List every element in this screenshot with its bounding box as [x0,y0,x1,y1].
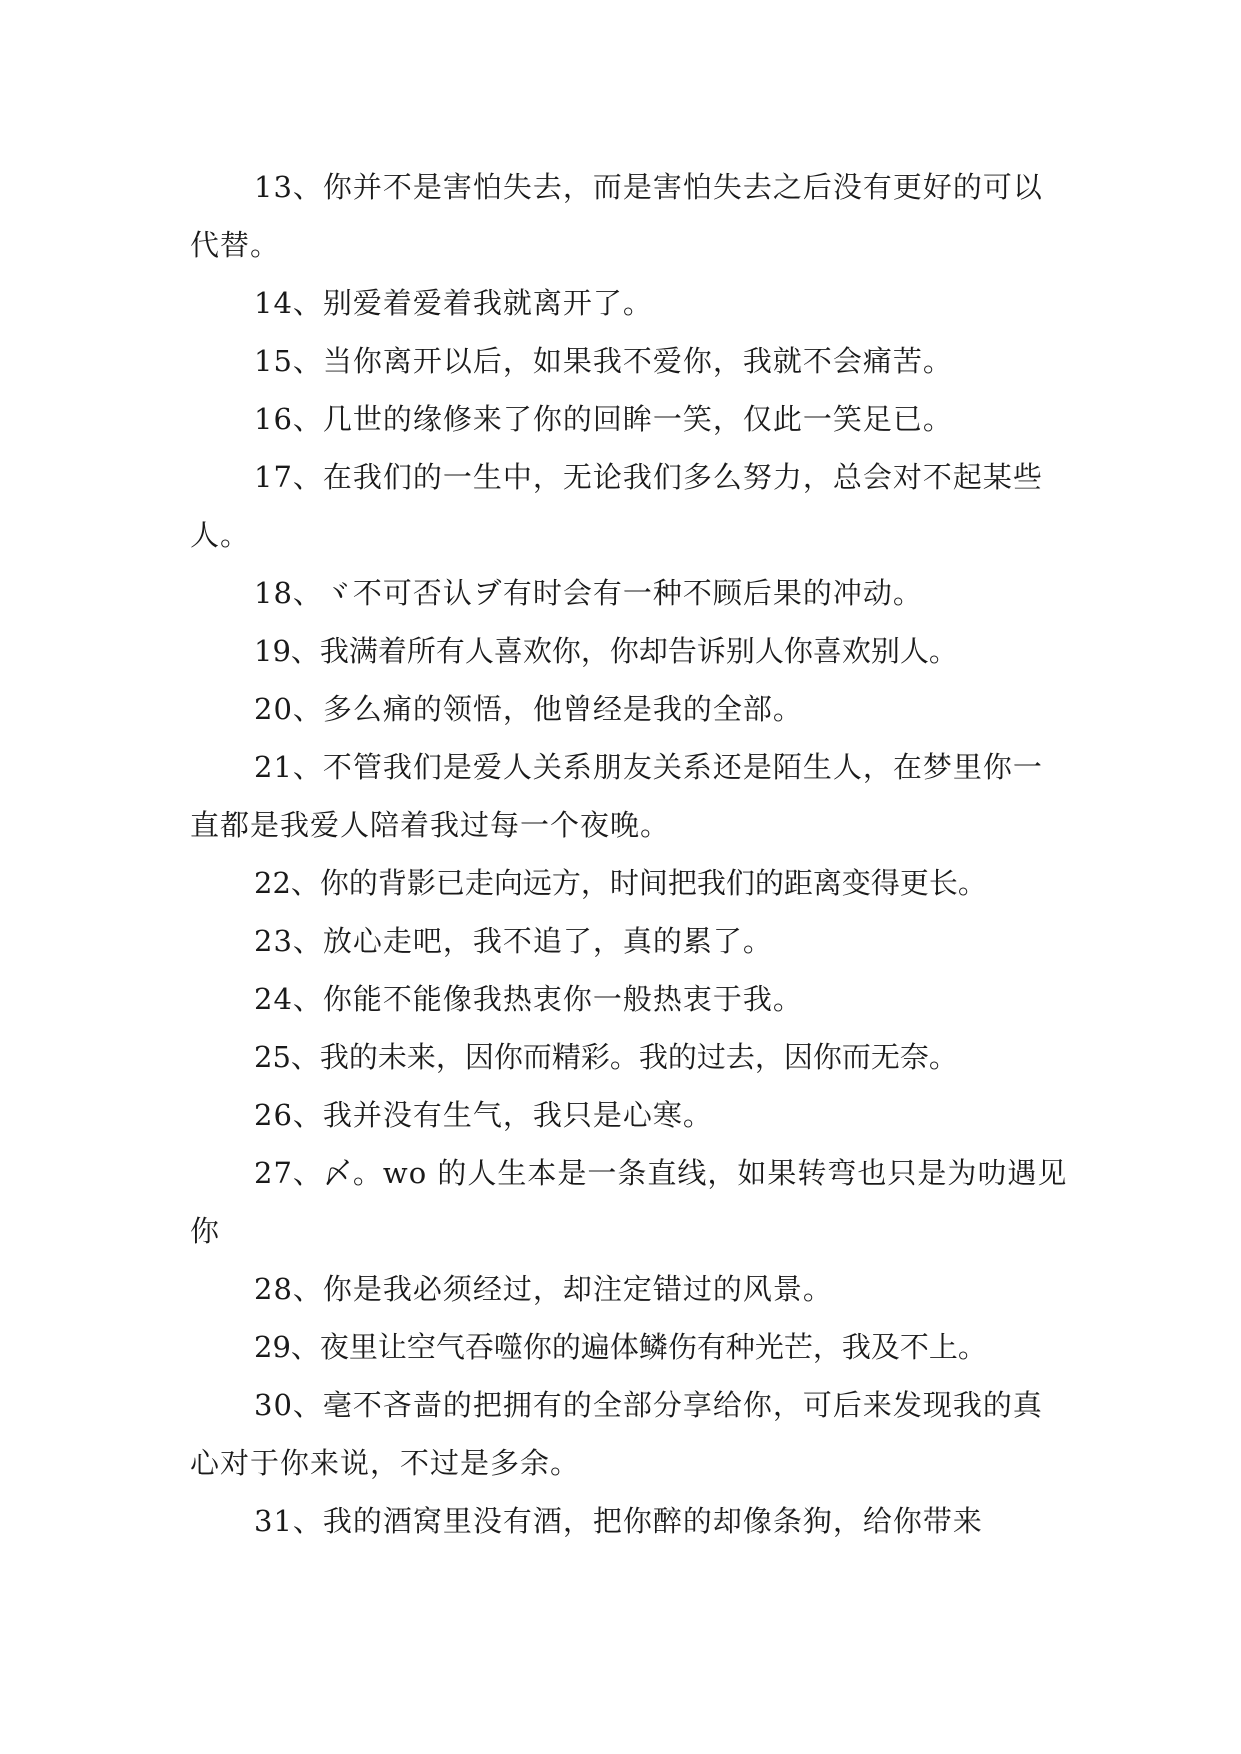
paragraph-20: 20、多么痛的领悟，他曾经是我的全部。 [254,692,803,726]
paragraph-22: 22、你的背影已走向远方，时间把我们的距离变得更长。 [254,866,987,900]
document-body [190,158,1070,1550]
paragraph-17: 17、在我们的一生中，无论我们多么努力，总会对不起某些人。 [190,460,1043,552]
paragraph-27: 27、〆。wo 的人生本是一条直线，如果转弯也只是为叻遇见你 [190,1156,1068,1248]
paragraph-16: 16、几世的缘修来了你的回眸一笑，仅此一笑足已。 [254,402,953,436]
paragraph-19: 19、我满着所有人喜欢你，你却告诉别人你喜欢别人。 [254,634,958,668]
paragraph-28: 28、你是我必须经过，却注定错过的风景。 [254,1272,833,1306]
paragraph-25: 25、我的未来，因你而精彩。我的过去，因你而无奈。 [254,1040,958,1074]
paragraph-24: 24、你能不能像我热衷你一般热衷于我。 [254,982,803,1016]
paragraph-14: 14、别爱着爱着我就离开了。 [254,286,653,320]
paragraph-30: 30、毫不吝啬的把拥有的全部分享给你，可后来发现我的真心对于你来说，不过是多余。 [190,1388,1043,1480]
paragraph-31: 31、我的酒窝里没有酒，把你醉的却像条狗，给你带来 [254,1504,983,1538]
paragraph-26: 26、我并没有生气，我只是心寒。 [254,1098,713,1132]
paragraph-29: 29、夜里让空气吞噬你的遍体鳞伤有种光芒，我及不上。 [254,1330,987,1364]
paragraph-21: 21、不管我们是爱人关系朋友关系还是陌生人，在梦里你一直都是我爱人陪着我过每一个夜晚。 [190,750,1043,842]
paragraph-23: 23、放心走吧，我不追了，真的累了。 [254,924,773,958]
paragraph-13: 13、你并不是害怕失去，而是害怕失去之后没有更好的可以代替。 [190,170,1043,262]
paragraph-15: 15、当你离开以后，如果我不爱你，我就不会痛苦。 [254,344,953,378]
paragraph-18: 18、ヾ不可否认ヺ有时会有一种不顾后果的冲动。 [254,576,923,610]
